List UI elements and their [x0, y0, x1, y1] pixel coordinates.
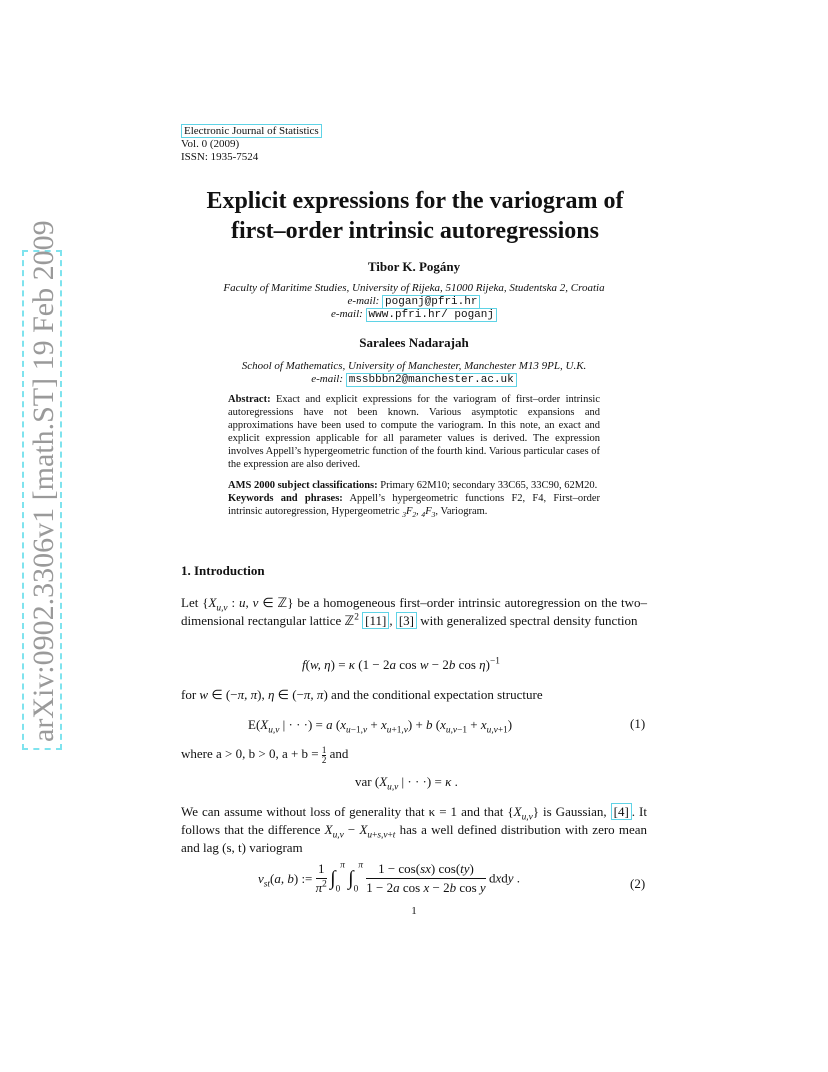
author-1-affiliation: Faculty of Maritime Studies, University of Rijeka, 51000 Rijeka, Studentska 2, Croatia: [223, 282, 605, 294]
para4-tail: . It follows that the difference: [181, 804, 647, 837]
abstract-text: Exact and explicit expressions for the variogram of first–order intrinsic autoregressions have not been known. Various asymptotic expansions and approximations have been used to compute the variogram. In this note, an exact and explicit expression applicable for all parameter values is derived. The expression involves Appell’s hypergeometric function of the fourth kind. Various particular cases of the expression are also derived.: [228, 394, 600, 470]
ams-label: AMS 2000 subject classifications:: [228, 480, 378, 491]
journal-volume: Vol. 0 (2009): [181, 138, 240, 150]
title-line-2: first–order intrinsic autoregressions: [231, 218, 599, 244]
para4-mid: is Gaussian,: [543, 804, 607, 819]
author-2-affiliation: School of Mathematics, University of Manchester, Manchester M13 9PL, U.K.: [241, 360, 587, 372]
para4-text: We can assume without loss of generality that κ = 1 and that: [181, 804, 504, 819]
author-2-email-line: [0, 373, 828, 387]
para1-text: be a homogeneous first–order intrinsic autoregression on the two–dimensional rectangular lattice: [181, 595, 647, 628]
spectral-density-equation: f(w, η) = κ (1 − 2a cos w − 2b cos η)$^{-1}$: [302, 656, 500, 672]
abstract: [228, 393, 600, 471]
author-1-web-line: [0, 308, 828, 322]
intro-paragraph-2: for w ∈ (−π, π), η ∈ (−π, π) and the conditional expectation structure: [181, 687, 543, 702]
journal-link[interactable]: Electronic Journal of Statistics: [181, 124, 322, 138]
fraction-one-half: $\frac{1}{2}$: [321, 744, 327, 765]
keywords-suffix: , Variogram.: [435, 506, 488, 517]
conditional-expectation-equation: $E(X_{u,v}$ | · · ·) = a $(x_{u-1,v} + x_{u+1,v}) + b$ $(x_{u,v-1} + x_{u,v+1})$: [248, 717, 513, 736]
keywords-label: Keywords and phrases:: [228, 493, 343, 504]
author-2-email-link[interactable]: mssbbbn2@manchester.ac.uk: [346, 373, 517, 387]
variogram-equation: $\nu_{st}(a$, b) := $\frac{1}{\pi^2}$ $\int_0^\pi$ $\int_0^\pi$ $\frac{1 - \cos(sx) \cos(ty)}{\text{1 − 2a cos x − 2b cos y}}$ dxdy .: [258, 860, 521, 895]
para3-tail: and: [329, 746, 349, 761]
intro-paragraph-3: [181, 745, 647, 765]
para2-text: and the conditional expectation structure: [331, 687, 543, 702]
email-label: e-mail:: [347, 295, 380, 307]
equation-number-1: (1): [630, 716, 646, 731]
paper-title: [160, 186, 670, 246]
variance-equation: var ($X_{u,v}$ | · · ·) = κ .: [355, 774, 458, 793]
ref-11-link[interactable]: [11]: [362, 612, 389, 629]
arxiv-stamp-text: arXiv:0902.3306v1 [math.ST] 19 Feb 2009: [22, 250, 62, 750]
para1-tail: with generalized spectral density function: [420, 613, 638, 628]
abstract-label: Abstract:: [228, 394, 271, 405]
section-heading: 1. Introduction: [181, 563, 265, 578]
intro-paragraph-4: We can assume without loss of generality that κ = 1 and that $\{X_{u,v}\}$ is Gaussian, [4] . It follows that the difference $X_{u,v} - X_{u+s,v+t}$ has a well defined distribution with zero mean and lag (s, t) variogram: [181, 804, 648, 855]
ams-text: Primary 62M10; secondary 33C65, 33C90, 62M20.: [380, 480, 598, 491]
para3-text: where a > 0, b > 0, a + b =: [181, 746, 319, 761]
author-1-email-line: [0, 295, 828, 309]
keywords-text: Appell’s hypergeometric functions F2, F4, First–order intrinsic autoregression, Hypergeometric: [228, 493, 601, 517]
journal-header: [181, 125, 322, 164]
ref-3-link[interactable]: [3]: [396, 612, 417, 629]
title-line-1: Explicit expressions for the variogram of: [206, 188, 624, 214]
email-label: e-mail:: [311, 373, 343, 385]
intro-paragraph-1: Let {$X_{u,v}$ : u, v ∈ ℤ} be a homogeneous first–order intrinsic autoregression on the two–dimensional rectangular lattice ℤ$^2$ [11] , [3] with generalized spectral density function: [181, 595, 647, 628]
abstract-block: [228, 393, 600, 518]
author-1-email-link[interactable]: poganj@pfri.hr: [382, 295, 480, 309]
ref-4-link[interactable]: [4]: [611, 803, 632, 820]
para4-end: has a well defined distribution with zero mean and lag (s, t) variogram: [181, 822, 648, 855]
author-1-name: Tibor K. Pogány: [367, 259, 461, 274]
keywords: Keywords and phrases: Appell’s hypergeometric functions F2, F4, First–order intrinsic autoregression, Hypergeometric $_3F_2$, $_4F_3$, Variogram.: [228, 493, 601, 520]
author-1-web-link[interactable]: www.pfri.hr/ poganj: [366, 308, 497, 322]
ams-classification: [228, 479, 600, 492]
author-2-name: Saralees Nadarajah: [359, 335, 469, 350]
journal-issn: ISSN: 1935-7524: [181, 151, 259, 163]
page-number: 1: [411, 905, 417, 917]
arxiv-stamp[interactable]: [22, 220, 62, 750]
web-label: e-mail:: [331, 308, 363, 320]
equation-number-2: (2): [630, 876, 646, 891]
